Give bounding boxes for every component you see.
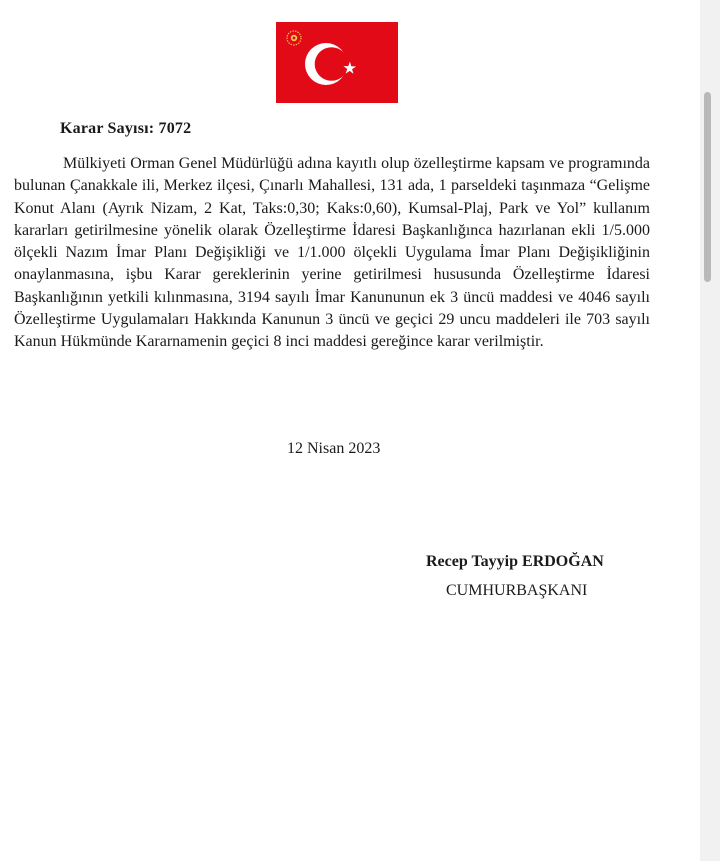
- turkish-flag-icon: [276, 22, 398, 103]
- decision-number: Karar Sayısı: 7072: [60, 120, 192, 137]
- decision-body-text: Mülkiyeti Orman Genel Müdürlüğü adına kayıtlı olup özelleştirme kapsam ve programında bulunan Çanakkale ili, Merkez ilçesi, Çınarlı Mahallesi, 131 ada, 1 parseldeki taşınmaza “Gelişme Konut Alanı (Ayrık Nizam, 2 Kat, Taks:0,30; Kaks:0,60), Kumsal-Plaj, Park ve Yol” kullanım kararları getirilmesine yönelik olarak Özelleştirme İdaresi Başkanlığınca hazırlanan ekli 1/5.000 ölçekli Nazım İmar Planı Değişikliği ve 1/1.000 ölçekli Uygulama İmar Planı Değişikliğinin onaylanmasına, işbu Karar gereklerinin yerine getirilmesi hususunda Özelleştirme İdaresi Başkanlığının yetkili kılınmasına, 3194 sayılı İmar Kanununun ek 3 üncü maddesi ve 4046 sayılı Özelleştirme Uygulamaları Hakkında Kanunun 3 üncü ve geçici 29 uncu maddeleri ile 703 sayılı Kanun Hükmünde Kararnamenin geçici 8 inci maddesi gereğince karar verilmiştir.: [14, 155, 650, 351]
- signer-title: CUMHURBAŞKANI: [446, 582, 588, 599]
- decision-date: 12 Nisan 2023: [287, 440, 381, 457]
- vertical-scrollbar[interactable]: [704, 92, 711, 282]
- signer-name: Recep Tayyip ERDOĞAN: [426, 553, 604, 570]
